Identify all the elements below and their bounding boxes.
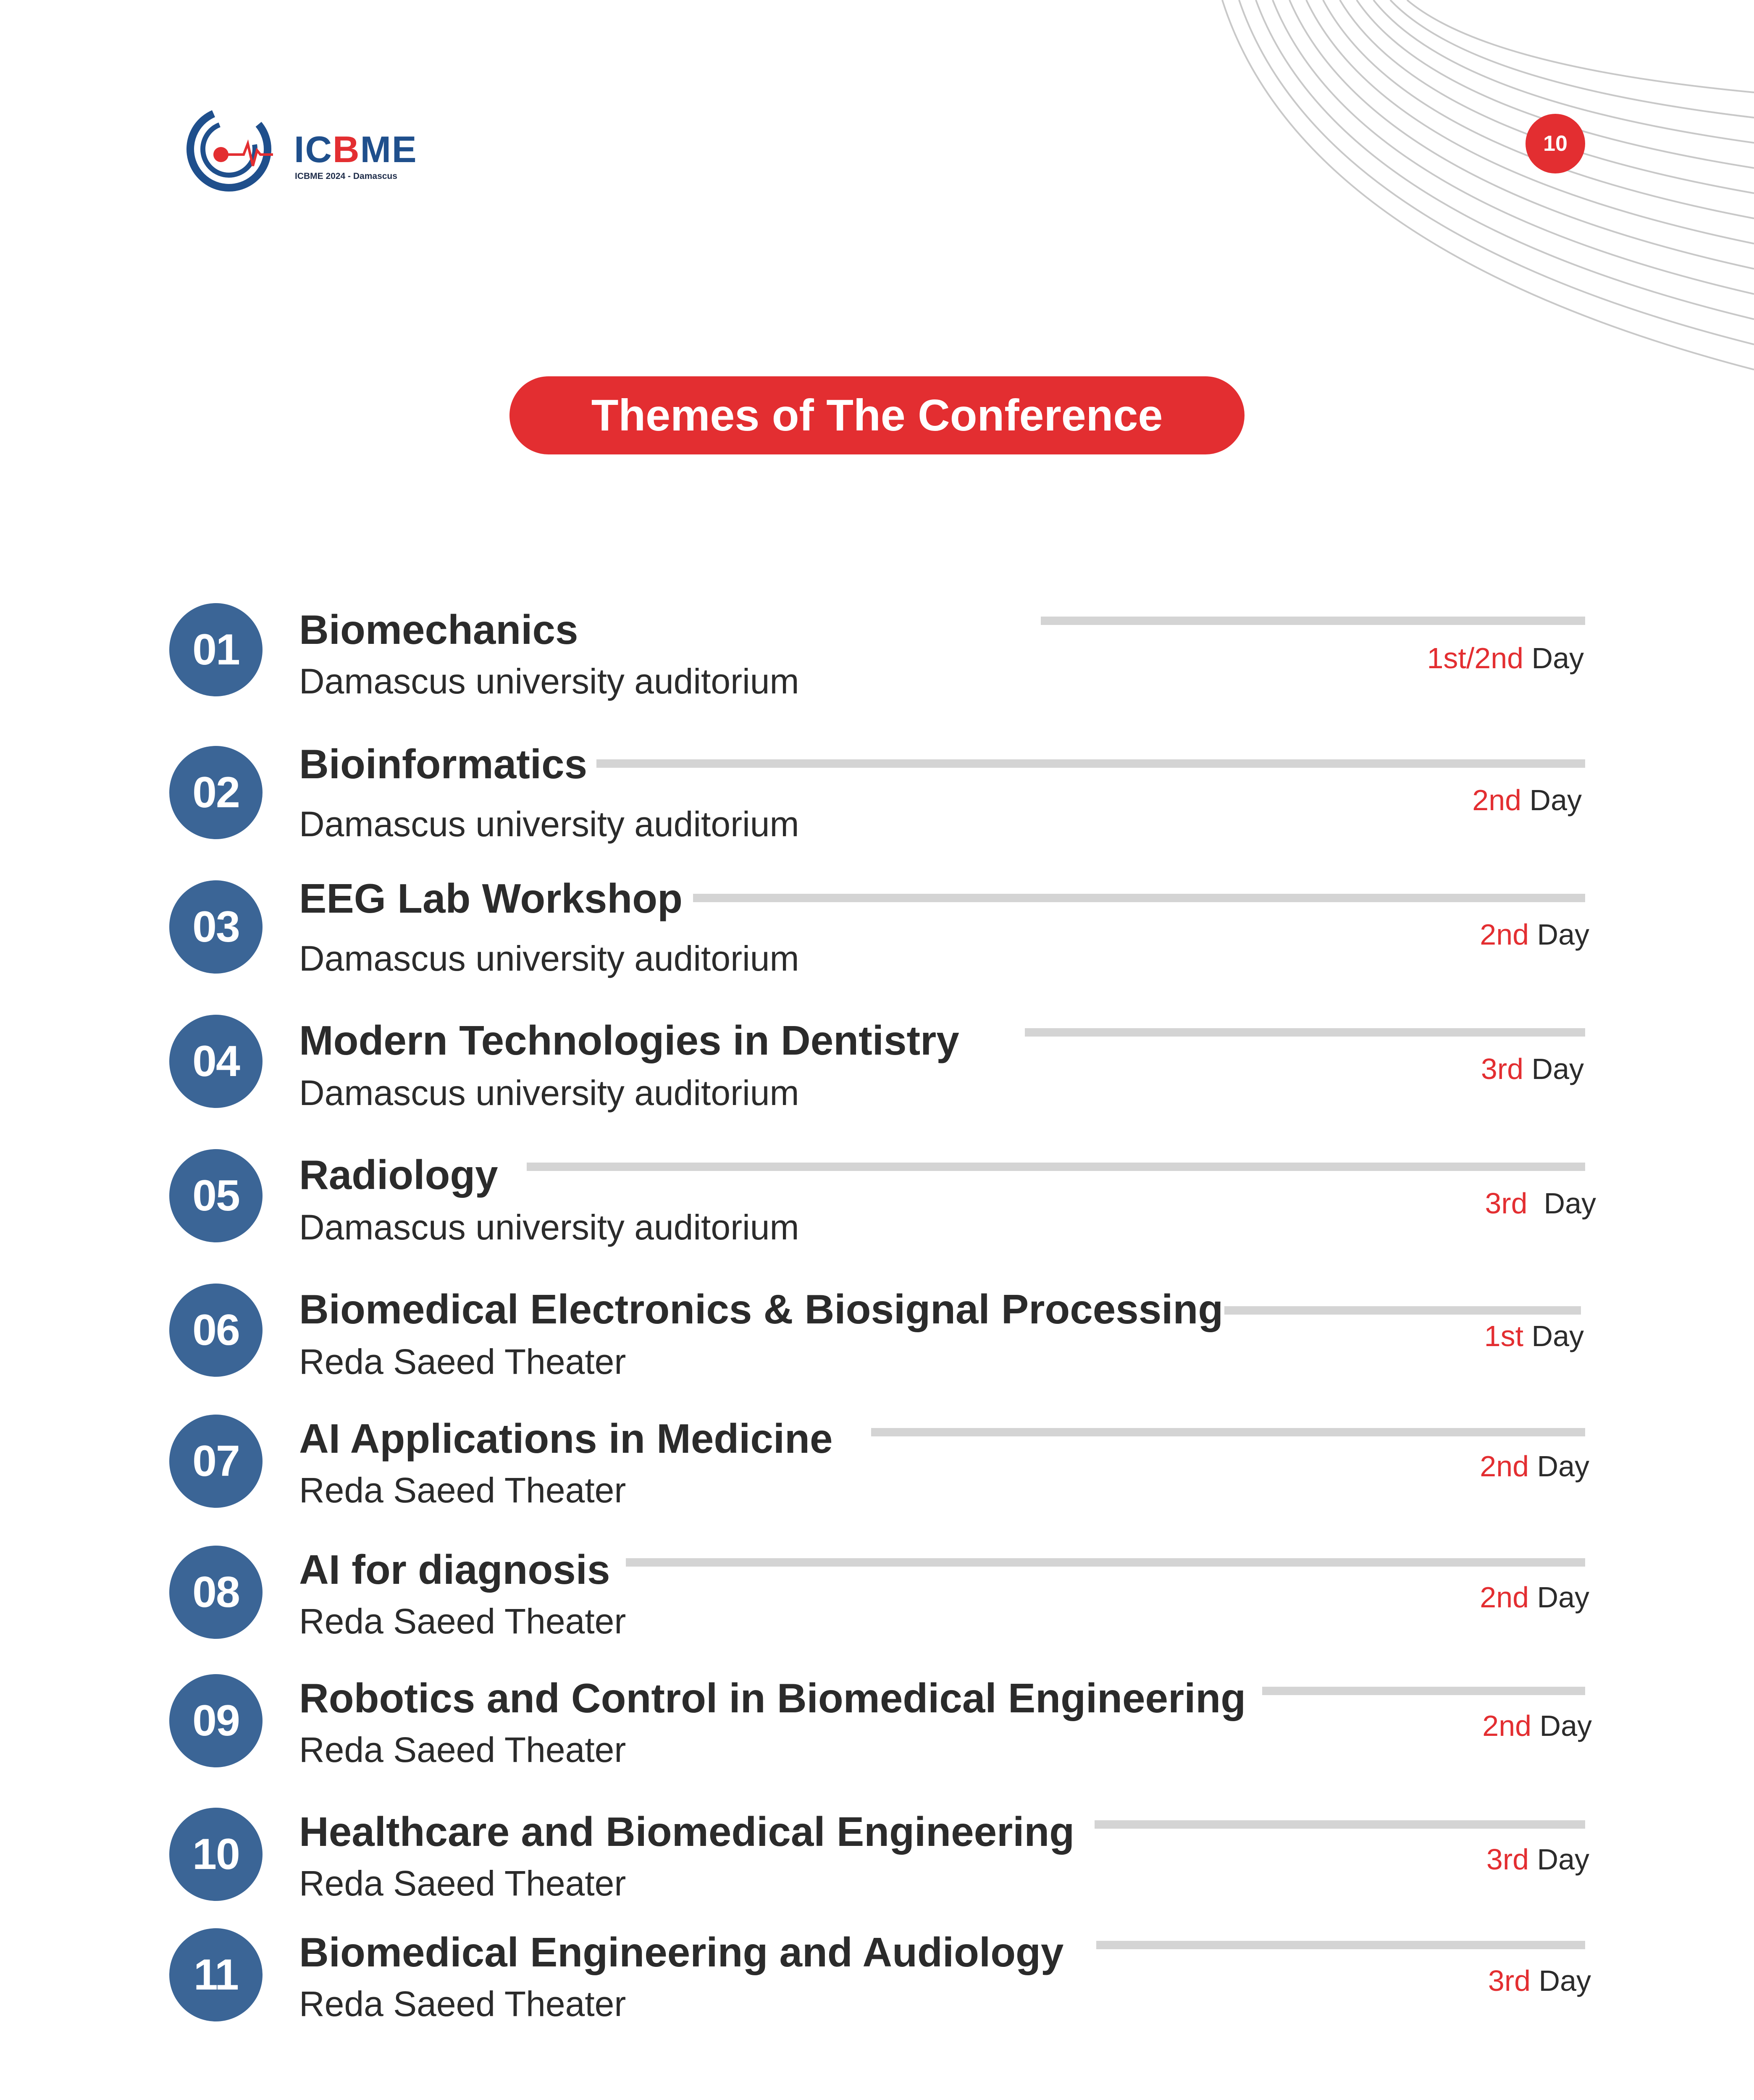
theme-venue: Reda Saeed Theater bbox=[299, 1864, 626, 1903]
theme-title: AI Applications in Medicine bbox=[299, 1415, 833, 1462]
theme-day: 1st Day bbox=[1484, 1320, 1584, 1352]
theme-rule bbox=[596, 759, 1585, 768]
theme-rule bbox=[1262, 1687, 1585, 1695]
theme-title: Healthcare and Biomedical Engineering bbox=[299, 1809, 1075, 1855]
theme-row bbox=[0, 1281, 1754, 1382]
theme-venue: Reda Saeed Theater bbox=[299, 1730, 626, 1769]
theme-row bbox=[0, 1672, 1754, 1772]
theme-day: 2nd Day bbox=[1480, 918, 1589, 951]
theme-rule bbox=[1224, 1306, 1581, 1315]
theme-number: 03 bbox=[169, 880, 263, 974]
theme-number: 11 bbox=[169, 1928, 263, 2021]
theme-venue: Damascus university auditorium bbox=[299, 662, 799, 701]
theme-rule bbox=[693, 894, 1585, 902]
theme-day: 2nd Day bbox=[1480, 1450, 1589, 1483]
theme-title: Biomedical Electronics & Biosignal Processing bbox=[299, 1286, 1224, 1332]
theme-day: 3rd Day bbox=[1485, 1187, 1596, 1220]
logo-title: ICBME bbox=[294, 129, 417, 170]
page-title: Themes of The Conference bbox=[509, 376, 1245, 454]
theme-row bbox=[0, 601, 1754, 701]
conference-logo bbox=[185, 105, 420, 193]
theme-title: Bioinformatics bbox=[299, 741, 588, 787]
theme-venue: Damascus university auditorium bbox=[299, 804, 799, 844]
theme-title: AI for diagnosis bbox=[299, 1546, 610, 1593]
theme-title: Robotics and Control in Biomedical Engineering bbox=[299, 1675, 1246, 1721]
theme-rule bbox=[1095, 1820, 1585, 1829]
theme-day: 3rd Day bbox=[1486, 1843, 1589, 1876]
theme-number: 06 bbox=[169, 1284, 263, 1377]
theme-row bbox=[0, 875, 1754, 979]
theme-rule bbox=[1025, 1028, 1585, 1037]
theme-day: 2nd Day bbox=[1482, 1709, 1592, 1742]
theme-title: Biomedical Engineering and Audiology bbox=[299, 1929, 1064, 1975]
theme-number: 02 bbox=[169, 746, 263, 839]
theme-row bbox=[0, 1012, 1754, 1113]
theme-venue: Reda Saeed Theater bbox=[299, 1984, 626, 2024]
theme-number: 05 bbox=[169, 1149, 263, 1242]
decorative-arcs bbox=[1197, 0, 1754, 403]
theme-title: Radiology bbox=[299, 1152, 498, 1198]
theme-number: 04 bbox=[169, 1015, 263, 1108]
theme-venue: Reda Saeed Theater bbox=[299, 1342, 626, 1381]
theme-rule bbox=[626, 1558, 1585, 1567]
theme-venue: Reda Saeed Theater bbox=[299, 1601, 626, 1641]
theme-rule bbox=[527, 1163, 1585, 1171]
theme-venue: Damascus university auditorium bbox=[299, 1208, 799, 1247]
theme-rule bbox=[1096, 1941, 1585, 1949]
theme-title: Biomechanics bbox=[299, 606, 578, 653]
theme-day: 2nd Day bbox=[1472, 784, 1582, 816]
logo-subtitle: ICBME 2024 - Damascus bbox=[295, 171, 397, 181]
theme-day: 2nd Day bbox=[1480, 1581, 1589, 1614]
theme-row bbox=[0, 1926, 1754, 2026]
theme-number: 07 bbox=[169, 1415, 263, 1508]
theme-rule bbox=[1041, 617, 1585, 625]
theme-title: Modern Technologies in Dentistry bbox=[299, 1017, 959, 1063]
theme-number: 10 bbox=[169, 1808, 263, 1901]
theme-row bbox=[0, 1805, 1754, 1906]
theme-number: 01 bbox=[169, 603, 263, 696]
theme-number: 08 bbox=[169, 1546, 263, 1639]
theme-day: 1st/2nd Day bbox=[1427, 642, 1584, 675]
theme-row bbox=[0, 743, 1754, 844]
theme-number: 09 bbox=[169, 1674, 263, 1767]
theme-row bbox=[0, 1412, 1754, 1513]
theme-venue: Damascus university auditorium bbox=[299, 939, 799, 978]
theme-row bbox=[0, 1543, 1754, 1644]
theme-day: 3rd Day bbox=[1481, 1053, 1584, 1085]
theme-title: EEG Lab Workshop bbox=[299, 875, 683, 921]
theme-day: 3rd Day bbox=[1488, 1964, 1591, 1997]
icbme-logo-mark-icon bbox=[185, 105, 273, 193]
theme-venue: Reda Saeed Theater bbox=[299, 1470, 626, 1510]
page-number-badge: 10 bbox=[1526, 114, 1585, 173]
theme-rule bbox=[871, 1428, 1585, 1436]
theme-row bbox=[0, 1147, 1754, 1247]
theme-venue: Damascus university auditorium bbox=[299, 1073, 799, 1113]
